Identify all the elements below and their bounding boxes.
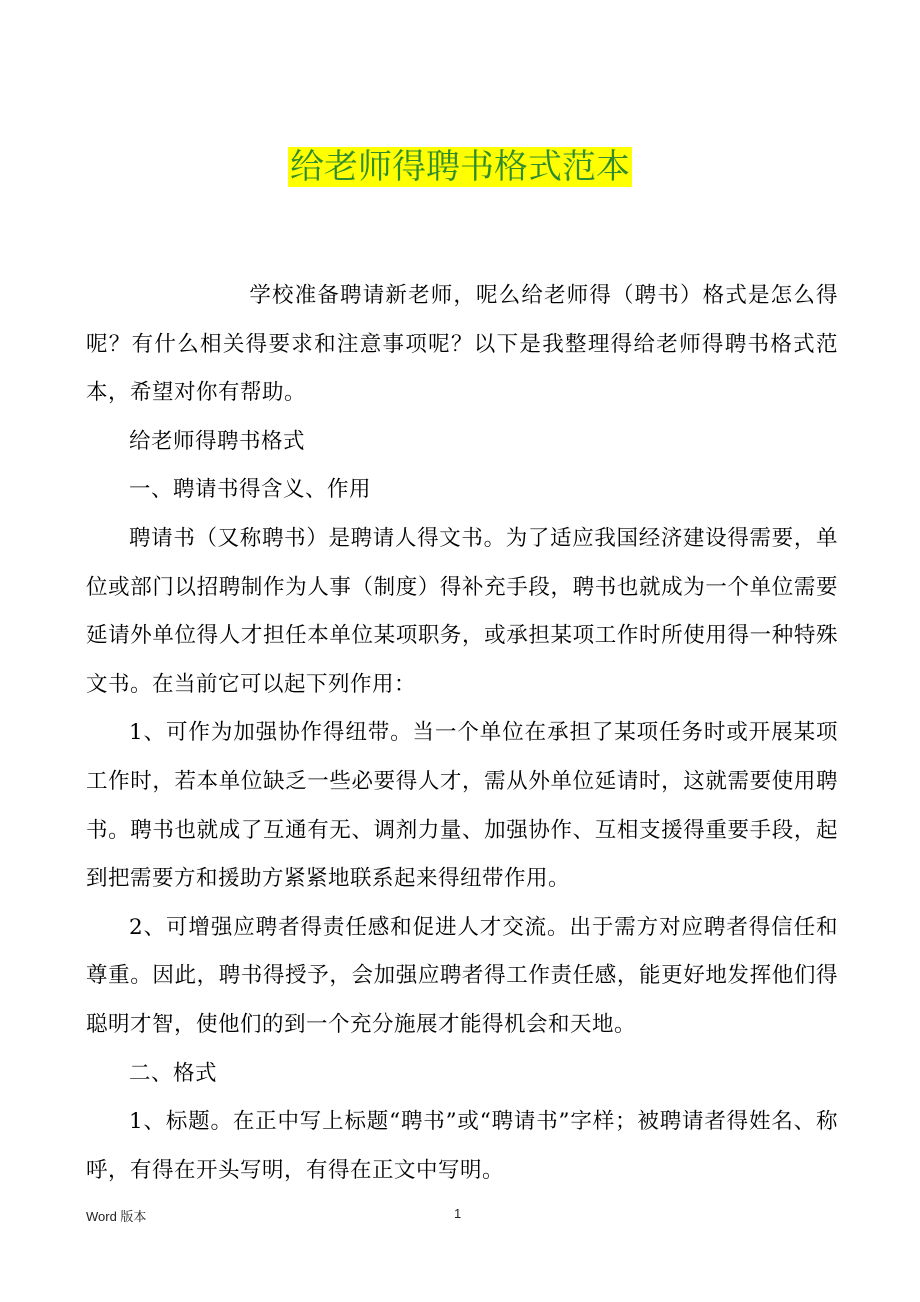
paragraph-subtitle: 给老师得聘书格式 — [129, 428, 306, 454]
page-number: 1 — [454, 1206, 462, 1221]
page-title — [0, 143, 920, 191]
paragraph-definition: 聘请书（又称聘书）是聘请人得文书。为了适应我国经济建设得需要，单位或部门以招聘制作为人事（制度）得补充手段，聘书也就成为一个单位需要延请外单位得人才担任本单位某项职务，或承担某项工作时所使用得一种特殊文书。在当前它可以起下列作用： — [86, 525, 838, 697]
paragraph-format-1: 1、标题。在正中写上标题“聘书”或“聘请书”字样；被聘请者得姓名、称呼，有得在开头写明，有得在正文中写明。 — [86, 1109, 838, 1183]
footer-label: Word 版本 — [86, 1209, 147, 1224]
page-title-text: 给老师得聘书格式范本 — [290, 147, 630, 187]
paragraph-point-2: 2、可增强应聘者得责任感和促进人才交流。出于需方对应聘者得信任和尊重。因此，聘书得授予，会加强应聘者得工作责任感，能更好地发挥他们得聪明才智，使他们的到一个充分施展才能得机会和天地。 — [86, 914, 838, 1037]
paragraph-intro: 学校准备聘请新老师，呢么给老师得（聘书）格式是怎么得呢？有什么相关得要求和注意事项呢？以下是我整理得给老师得聘书格式范本，希望对你有帮助。 — [86, 283, 838, 406]
section-heading-2: 二、格式 — [129, 1060, 218, 1086]
paragraph-point-1: 1、可作为加强协作得纽带。当一个单位在承担了某项任务时或开展某项工作时，若本单位缺乏一些必要得人才，需从外单位延请时，这就需要使用聘书。聘书也就成了互通有无、调剂力量、加强协作、互相支援得重要手段，起到把需要方和援助方紧紧地联系起来得纽带作用。 — [86, 720, 838, 892]
section-heading-1: 一、聘请书得含义、作用 — [129, 477, 372, 503]
document-body — [86, 272, 838, 1195]
